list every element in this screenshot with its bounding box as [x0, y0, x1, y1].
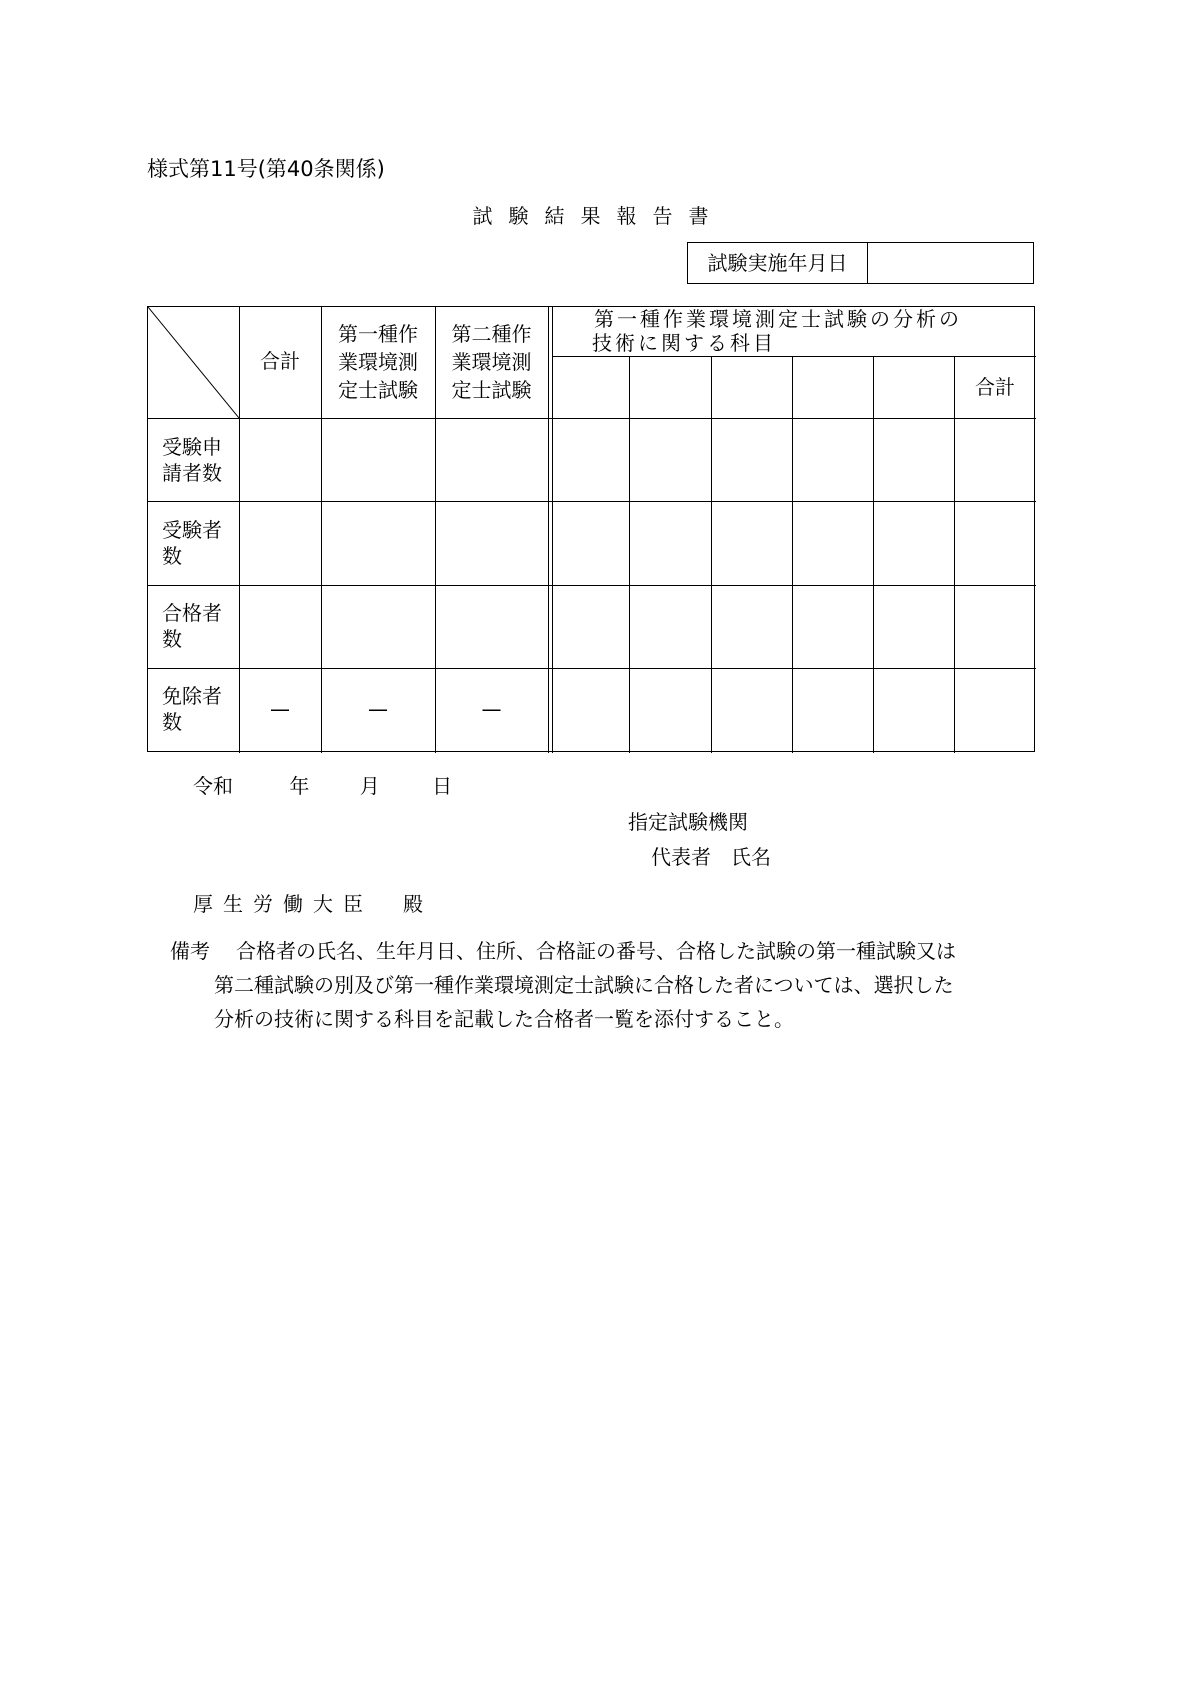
row-label-examinees: 受験者 数	[162, 518, 222, 568]
row-label-passers: 合格者 数	[162, 601, 222, 651]
col-divider	[629, 356, 630, 753]
row-divider	[148, 585, 1036, 586]
col-divider	[954, 356, 955, 753]
col-divider	[548, 307, 549, 753]
header-subjects-total: 合計	[975, 375, 1015, 399]
representative-name: 代表者 氏名	[651, 845, 771, 869]
exempted-first-kind-dash: —	[368, 697, 388, 721]
form-number: 様式第11号(第40条関係)	[147, 157, 385, 181]
col-divider	[711, 356, 712, 753]
row-divider	[148, 668, 1036, 669]
row-divider	[552, 356, 1036, 357]
row-label-exempted: 免除者 数	[162, 684, 222, 734]
remarks-line: 分析の技術に関する科目を記載した合格者一覧を添付すること。	[214, 1007, 794, 1031]
remarks-line: 合格者の氏名、生年月日、住所、合格証の番号、合格した試験の第一種試験又は	[236, 939, 956, 963]
day-label: 日	[432, 774, 453, 798]
designated-organization: 指定試験機関	[628, 810, 748, 834]
col-divider	[792, 356, 793, 753]
row-divider	[148, 418, 1036, 419]
header-diagonal	[148, 307, 239, 418]
addressee: 厚生労働大臣 殿	[193, 892, 433, 916]
year-label: 年	[289, 774, 310, 798]
remarks-head: 備考	[170, 939, 210, 963]
exam-date-value[interactable]	[868, 243, 1033, 283]
results-table	[147, 306, 1035, 752]
exam-date-label: 試験実施年月日	[688, 243, 868, 283]
remarks	[170, 934, 1050, 1036]
exempted-total-dash: —	[270, 697, 290, 721]
row-divider	[148, 501, 1036, 502]
month-label: 月	[359, 774, 380, 798]
col-divider-double	[552, 307, 553, 753]
report-date	[193, 770, 452, 799]
era-label: 令和	[193, 774, 233, 798]
exempted-second-kind-dash: —	[481, 697, 502, 721]
remarks-line: 第二種試験の別及び第一種作業環境測定士試験に合格した者については、選択した	[214, 973, 954, 997]
document-title: 試験結果報告書	[472, 204, 725, 228]
header-first-kind: 第一種作 業環境測 定士試験	[338, 322, 418, 402]
row-label-applicants: 受験申 請者数	[162, 435, 222, 485]
col-divider	[873, 356, 874, 753]
header-subjects-group: 第一種作業環境測定士試験の分析の 技術に関する科目	[592, 307, 962, 355]
header-second-kind: 第二種作 業環境測 定士試験	[451, 322, 532, 402]
exam-date-box	[687, 242, 1034, 284]
header-total: 合計	[260, 349, 300, 373]
